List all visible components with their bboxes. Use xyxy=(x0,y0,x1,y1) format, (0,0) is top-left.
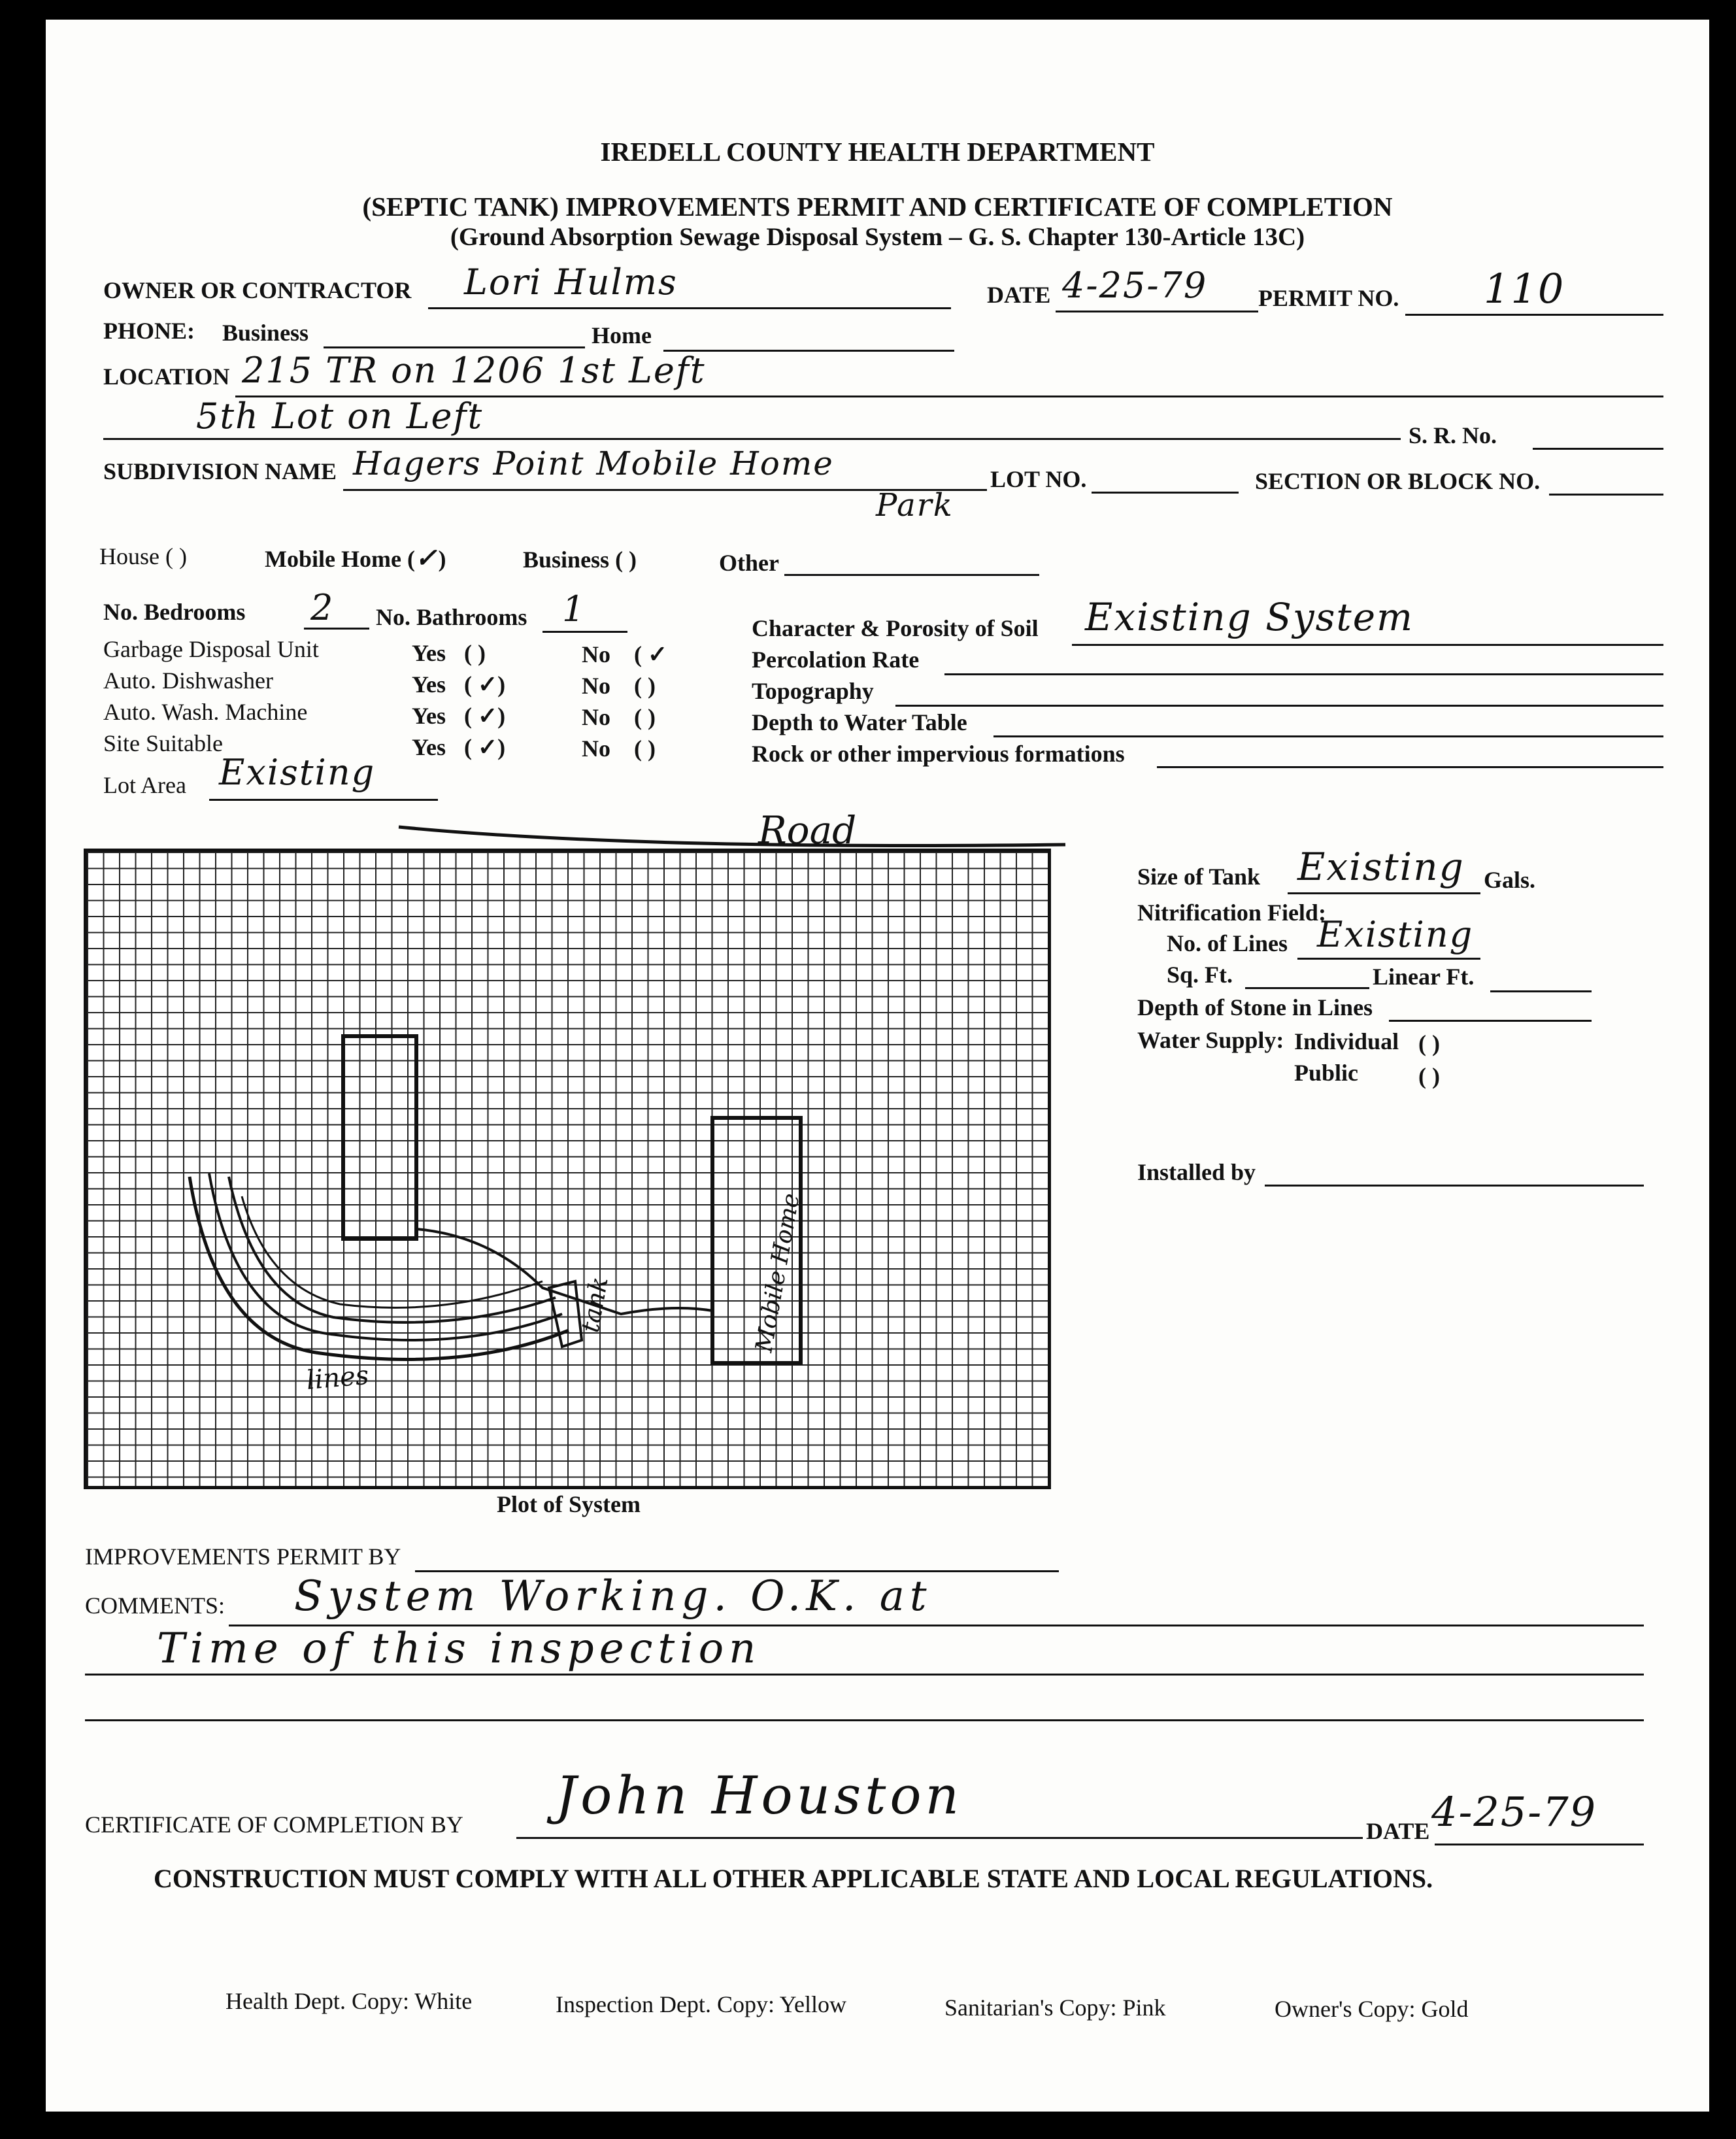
permit-value: 110 xyxy=(1484,265,1565,312)
washer-no-box: ( ) xyxy=(634,704,656,730)
form-title: (SEPTIC TANK) IMPROVEMENTS PERMIT AND CERTIFICATE OF COMPLETION xyxy=(362,192,1393,222)
dishwasher-yes-label: Yes xyxy=(412,671,446,698)
bathrooms-value: 1 xyxy=(562,588,586,630)
location-value-1: 215 TR on 1206 1st Left xyxy=(242,350,706,391)
comments-line-2 xyxy=(85,1674,1644,1676)
topography-label: Topography xyxy=(752,678,874,704)
date-label: DATE xyxy=(987,282,1051,308)
water-table-label: Depth to Water Table xyxy=(752,709,967,735)
department-title: IREDELL COUNTY HEALTH DEPARTMENT xyxy=(600,137,1155,167)
owner-value: Lori Hulms xyxy=(464,261,678,303)
installed-by-label: Installed by xyxy=(1137,1159,1256,1185)
form-subtitle: (Ground Absorption Sewage Disposal System – G. S. Chapter 130-Article 13C) xyxy=(450,223,1305,251)
comments-line-3 xyxy=(85,1719,1644,1721)
no-lines-line xyxy=(1297,958,1480,960)
certificate-signature: John Houston xyxy=(556,1765,963,1826)
garbage-no-label: No xyxy=(582,641,610,667)
washer-yes-label: Yes xyxy=(412,703,446,729)
sqft-line xyxy=(1245,987,1369,989)
public-label: Public xyxy=(1294,1060,1359,1086)
field-arc-3 xyxy=(229,1177,556,1322)
nitrification-label: Nitrification Field: xyxy=(1137,900,1326,926)
home-phone-label: Home xyxy=(592,322,652,348)
gals-label: Gals. xyxy=(1484,867,1536,893)
business-phone-label: Business xyxy=(222,320,309,346)
permit-label: PERMIT NO. xyxy=(1258,285,1399,311)
tank-size-value: Existing xyxy=(1297,845,1465,889)
lines-label: lines xyxy=(305,1360,371,1396)
other-label: Other xyxy=(719,550,779,576)
garbage-no-box: ( ✓ xyxy=(634,641,668,667)
stone-depth-line xyxy=(1389,1020,1592,1022)
washer-yes-box: ( ✓) xyxy=(464,703,506,729)
plot-caption: Plot of System xyxy=(497,1491,641,1517)
copy-health: Health Dept. Copy: White xyxy=(225,1988,473,2014)
bedrooms-label: No. Bedrooms xyxy=(103,599,246,625)
field-arc-1 xyxy=(190,1177,569,1359)
installed-by-line xyxy=(1265,1185,1644,1187)
garbage-yes-label: Yes xyxy=(412,640,446,666)
comments-value-2: Time of this inspection xyxy=(157,1625,761,1673)
site-label: Site Suitable xyxy=(103,730,223,756)
washer-no-label: No xyxy=(582,704,610,730)
section-label: SECTION OR BLOCK NO. xyxy=(1255,468,1541,494)
rock-label: Rock or other impervious formations xyxy=(752,741,1125,767)
owner-label: OWNER OR CONTRACTOR xyxy=(103,277,412,303)
drain-line xyxy=(416,1229,712,1314)
comments-label: COMMENTS: xyxy=(85,1592,225,1619)
permit-form xyxy=(46,20,1709,2112)
phone-label: PHONE: xyxy=(103,318,195,344)
tank-size-line xyxy=(1288,892,1480,894)
site-yes-label: Yes xyxy=(412,734,446,760)
house-rect xyxy=(343,1036,416,1239)
bathrooms-label: No. Bathrooms xyxy=(376,604,527,630)
garbage-label: Garbage Disposal Unit xyxy=(103,636,319,662)
copy-inspection: Inspection Dept. Copy: Yellow xyxy=(556,1991,846,2017)
mobile-home-option: Mobile Home (✓) xyxy=(265,543,446,573)
linear-ft-label: Linear Ft. xyxy=(1373,964,1475,990)
bedrooms-value: 2 xyxy=(310,587,335,628)
soil-character-label: Character & Porosity of Soil xyxy=(752,615,1039,641)
location-label: LOCATION xyxy=(103,363,230,390)
mobile-home-check: ✓ xyxy=(414,543,439,573)
site-no-label: No xyxy=(582,735,610,762)
no-lines-label: No. of Lines xyxy=(1167,930,1288,956)
location-value-2: 5th Lot on Left xyxy=(196,396,484,437)
dishwasher-no-box: ( ) xyxy=(634,673,656,699)
sqft-label: Sq. Ft. xyxy=(1167,962,1233,988)
road-curve xyxy=(399,827,1065,845)
tank-label: tank xyxy=(575,1274,614,1335)
copy-owner: Owner's Copy: Gold xyxy=(1275,1996,1469,2022)
tank-size-label: Size of Tank xyxy=(1137,864,1261,890)
stone-depth-label: Depth of Stone in Lines xyxy=(1137,994,1373,1020)
certificate-date-value: 4-25-79 xyxy=(1431,1788,1597,1836)
soil-character-value: Existing System xyxy=(1085,595,1414,639)
dishwasher-no-label: No xyxy=(582,673,610,699)
certificate-line xyxy=(516,1837,1363,1839)
comments-value-1: System Working. O.K. at xyxy=(294,1572,932,1621)
percolation-label: Percolation Rate xyxy=(752,647,920,673)
public-box: ( ) xyxy=(1418,1063,1440,1089)
lot-no-label: LOT NO. xyxy=(990,466,1087,492)
individual-label: Individual xyxy=(1294,1028,1399,1054)
improvements-label: IMPROVEMENTS PERMIT BY xyxy=(85,1543,401,1570)
sr-no-label: S. R. No. xyxy=(1409,422,1497,448)
certificate-date-label: DATE xyxy=(1366,1818,1430,1844)
dishwasher-yes-box: ( ✓) xyxy=(464,671,506,698)
certificate-date-line xyxy=(1435,1844,1644,1845)
road-label: Road xyxy=(758,808,857,852)
lot-area-label: Lot Area xyxy=(103,772,186,798)
date-value: 4-25-79 xyxy=(1062,265,1208,306)
site-no-box: ( ) xyxy=(634,735,656,762)
subdivision-value: Hagers Point Mobile Home xyxy=(353,445,834,482)
business-option: Business ( ) xyxy=(523,547,637,573)
water-supply-label: Water Supply: xyxy=(1137,1027,1284,1053)
site-yes-box: ( ✓) xyxy=(464,734,506,760)
lot-area-value: Existing xyxy=(219,752,376,793)
subdivision-value-2: Park xyxy=(876,487,954,524)
garbage-yes-box: ( ) xyxy=(464,640,486,666)
certificate-label: CERTIFICATE OF COMPLETION BY xyxy=(85,1811,463,1838)
washer-label: Auto. Wash. Machine xyxy=(103,699,308,725)
no-lines-value: Existing xyxy=(1317,914,1474,955)
mobile-home-label: Mobile Home xyxy=(750,1191,805,1355)
copy-sanitarian: Sanitarian's Copy: Pink xyxy=(944,1995,1166,2021)
construction-notice: CONSTRUCTION MUST COMPLY WITH ALL OTHER APPLICABLE STATE AND LOCAL REGULATIONS. xyxy=(154,1864,1433,1893)
individual-box: ( ) xyxy=(1418,1030,1440,1056)
house-option: House ( ) xyxy=(99,543,187,569)
dishwasher-label: Auto. Dishwasher xyxy=(103,667,273,694)
linear-ft-line xyxy=(1490,990,1592,992)
subdivision-label: SUBDIVISION NAME xyxy=(103,458,337,484)
field-arc-2 xyxy=(209,1173,562,1340)
